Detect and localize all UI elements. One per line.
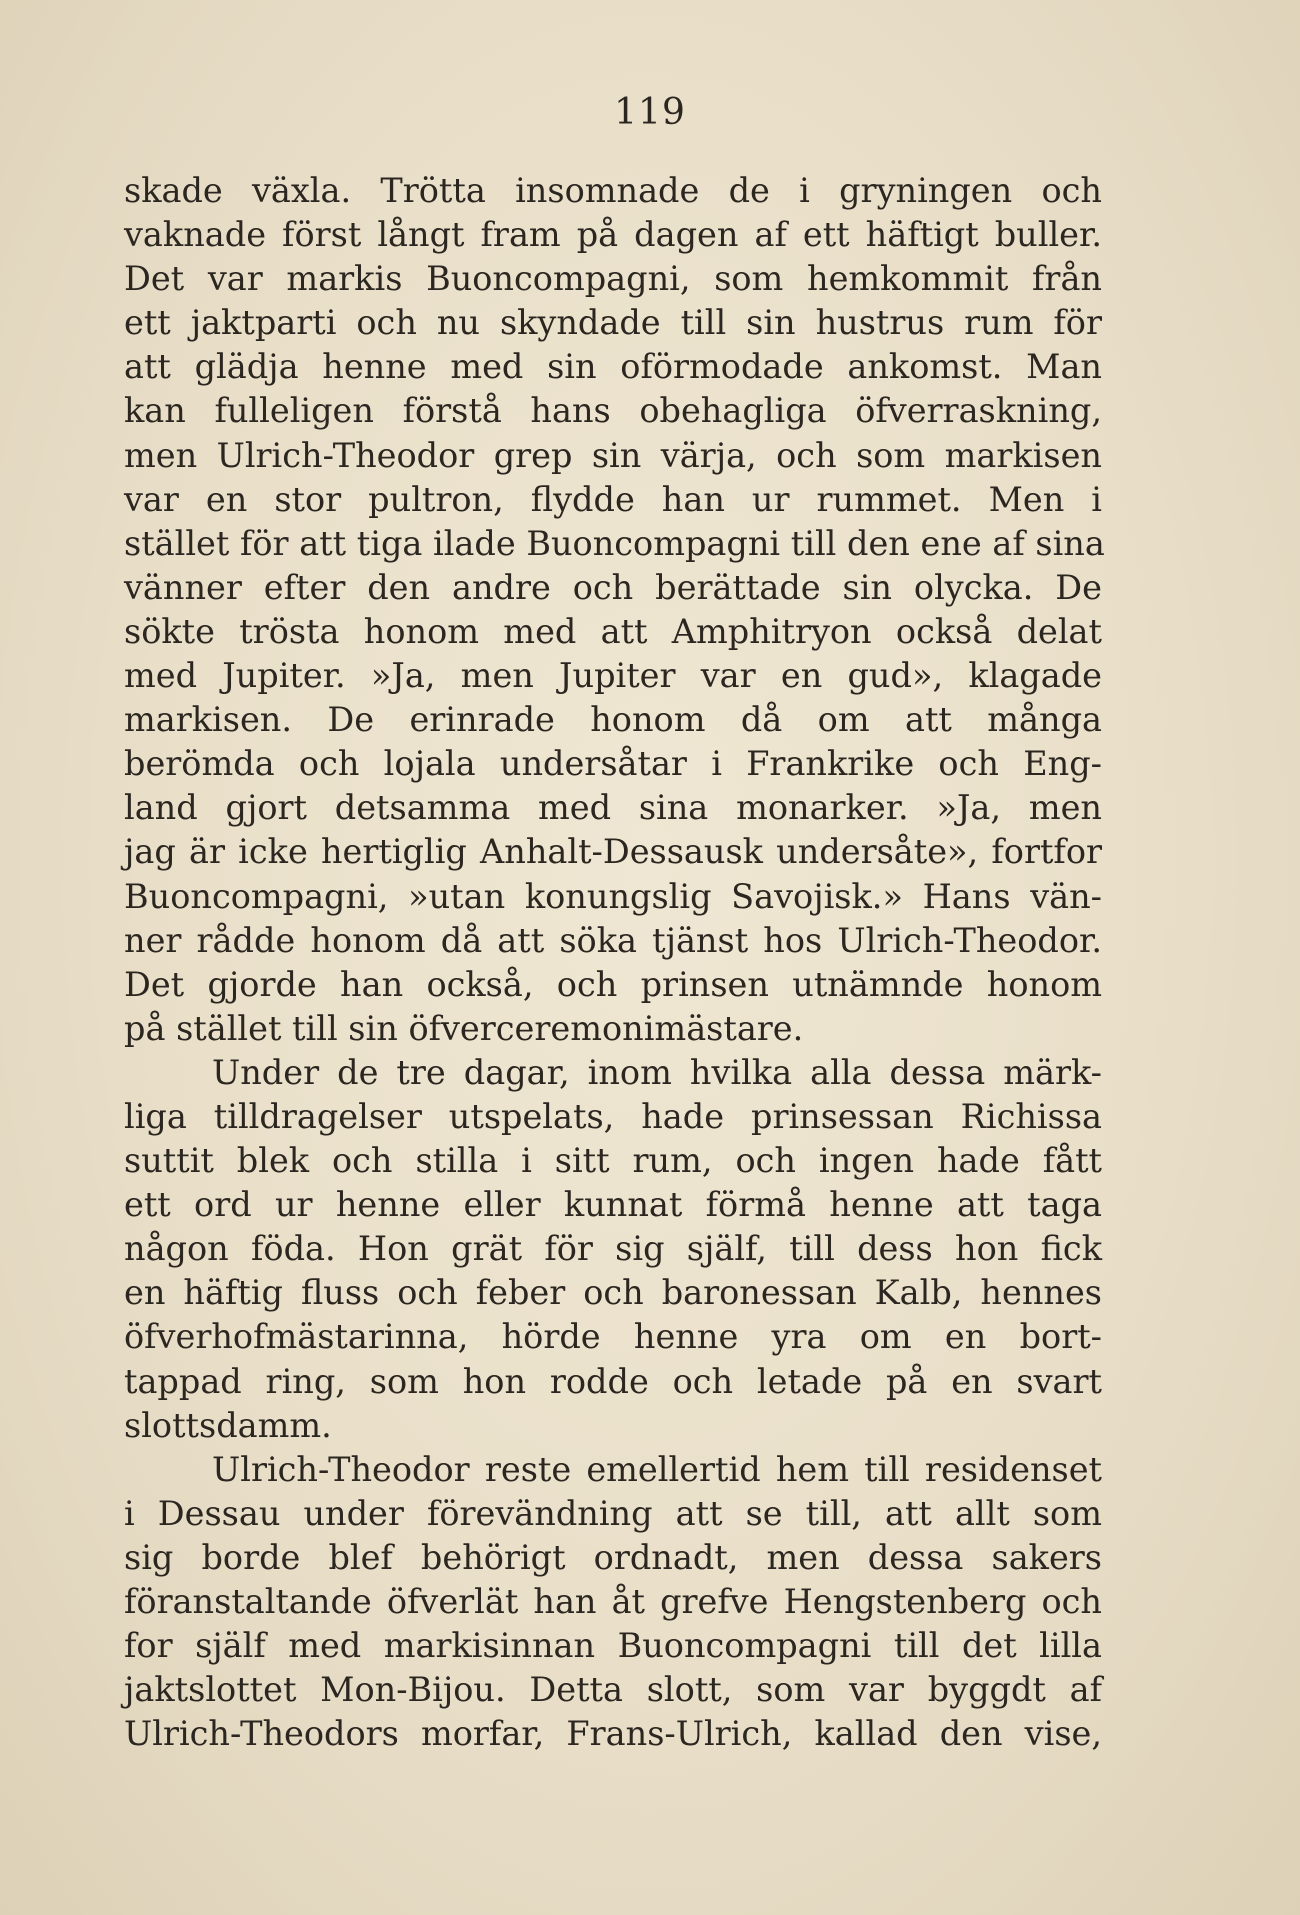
text-line: på stället till sin öfverceremonimästare. (124, 1008, 804, 1048)
text-line: men Ulrich-Theodor grep sin värja, och som markisen (124, 435, 1102, 475)
text-line: skade växla. Trötta insomnade de i gryningen och (124, 171, 1102, 210)
text-line: att glädja henne med sin oförmodade ankomst. Man (124, 347, 1102, 387)
text-line: tappad ring, som hon rodde och letade på en svart (124, 1361, 1102, 1401)
text-line: vänner efter den andre och berättade sin olycka. De (124, 567, 1102, 607)
text-line: i Dessau under förevändning att se till, att allt som (124, 1493, 1102, 1533)
text-line: Under de tre dagar, inom hvilka alla dessa märk- (212, 1052, 1102, 1092)
text-line: Det gjorde han också, och prinsen utnämnde honom (124, 964, 1102, 1004)
text-line: jag är icke hertiglig Anhalt-Dessausk undersåte», fortfor (124, 832, 1102, 872)
text-line: stället för att tiga ilade Buoncompagni till den ene af sina (124, 523, 1105, 563)
text-line: markisen. De erinrade honom då om att många (124, 700, 1102, 740)
text-line: var en stor pultron, flydde han ur rummet. Men i (124, 479, 1102, 519)
text-line: Det var markis Buoncompagni, som hemkommit från (124, 259, 1102, 299)
text-line: slottsdamm. (124, 1405, 332, 1445)
text-line: med Jupiter. »Ja, men Jupiter var en gud», klagade (124, 656, 1102, 696)
text-line: sökte trösta honom med att Amphitryon också delat (124, 611, 1102, 651)
text-line: ett jaktparti och nu skyndade till sin hustrus rum för (124, 303, 1102, 343)
text-line: Buoncompagni, »utan konungslig Savojisk.» Hans vän- (124, 876, 1102, 916)
text-line: en häftig fluss och feber och baronessan Kalb, hennes (124, 1273, 1102, 1313)
text-line: öfverhofmästarinna, hörde henne yra om en bort- (124, 1317, 1102, 1357)
text-line: jaktslottet Mon-Bijou. Detta slott, som var byggdt af (124, 1670, 1102, 1710)
text-line: suttit blek och stilla i sitt rum, och ingen hade fått (124, 1141, 1102, 1181)
text-line: föranstaltande öfverlät han åt grefve Hengstenberg och (124, 1582, 1102, 1621)
text-line: for själf med markisinnan Buoncompagni till det lilla (124, 1626, 1102, 1666)
page-number: 119 (614, 92, 686, 133)
text-line: ett ord ur henne eller kunnat förmå henne att taga (124, 1185, 1102, 1225)
text-line: Ulrich-Theodor reste emellertid hem till residenset (212, 1449, 1102, 1489)
text-line: sig borde blef behörigt ordnadt, men dessa sakers (124, 1537, 1102, 1577)
text-line: berömda och lojala undersåtar i Frankrike och Eng- (124, 744, 1102, 784)
text-line: vaknade först långt fram på dagen af ett häftigt buller. (124, 215, 1102, 255)
text-line: land gjort detsamma med sina monarker. »Ja, men (124, 788, 1102, 828)
text-line: liga tilldragelser utspelats, hade prinsessan Richissa (124, 1096, 1102, 1136)
text-line: Ulrich-Theodors morfar, Frans-Ulrich, kallad den vise, (124, 1714, 1102, 1754)
text-line: någon föda. Hon grät för sig själf, till dess hon fick (124, 1229, 1102, 1269)
text-line: ner rådde honom då att söka tjänst hos Ulrich-Theodor. (124, 920, 1102, 960)
body-text (124, 169, 1105, 1756)
text-line: kan fulleligen förstå hans obehagliga öfverraskning, (124, 391, 1102, 431)
